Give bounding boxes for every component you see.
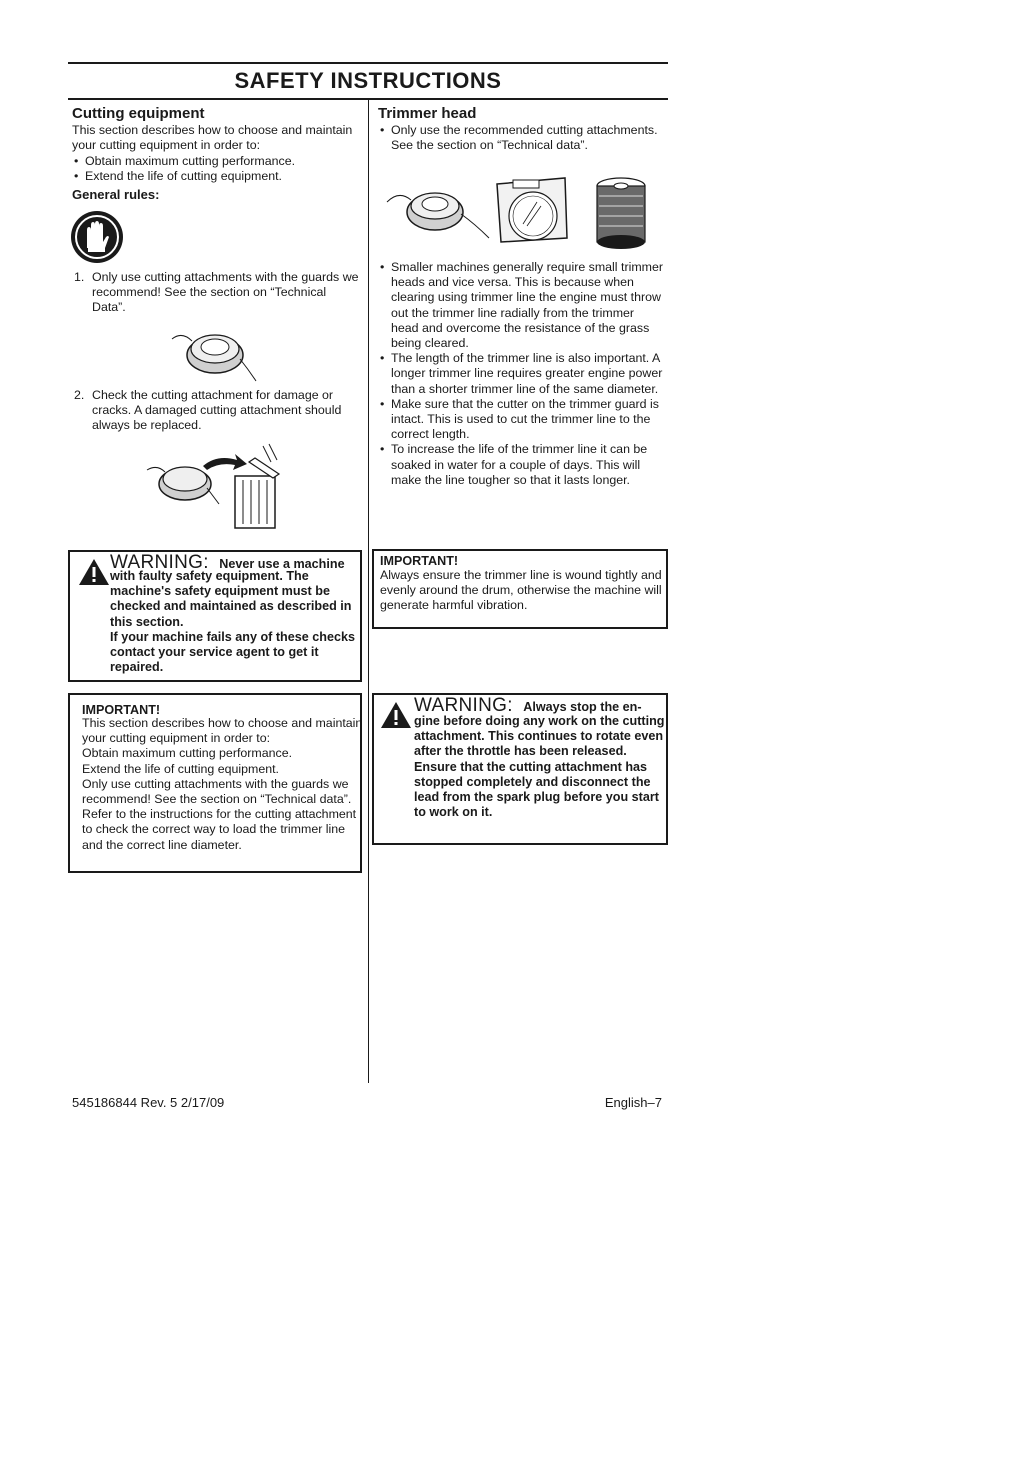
trimmer-head-icon [170, 325, 270, 385]
section-heading-trimmer-head: Trimmer head [378, 105, 477, 122]
gloves-icon [70, 210, 124, 264]
trimmer-bullets [378, 260, 664, 488]
list-item: • Only use the recommended cutting attachments. See the section on “Technical data”. [378, 123, 664, 153]
list-item: • Make sure that the cutter on the trimmer guard is intact. This is used to cut the trimmer line to the correct length. [378, 397, 664, 443]
page-title: SAFETY INSTRUCTIONS [234, 68, 502, 93]
warning-triangle-icon [78, 558, 110, 586]
important-line: Extend the life of cutting equipment. [82, 761, 279, 776]
cutting-intro: This section describes how to choose and maintain your cutting equipment in order to: [72, 123, 353, 153]
trash-bin-icon [145, 440, 295, 532]
important-heading-left: IMPORTANT! [82, 703, 161, 717]
important-text-right: Always ensure the trimmer line is wound tightly and evenly around the drum, otherwise the machine will generate harmful vibration. [380, 568, 662, 613]
warning-text-left-2: If your machine fails any of these checks contact your service agent to get it repaired. [110, 630, 355, 675]
page-number: English–7 [604, 1095, 662, 1110]
list-item: 1. Only use cutting attachments with the guards we recommend! See the section on “Technical Data”. [74, 270, 359, 315]
important-line: This section describes how to choose and maintain your cutting equipment in order to: [82, 716, 363, 746]
warning-text-left: with faulty safety equipment. The machine's safety equipment must be checked and maintained as described in this section. [110, 569, 352, 629]
section-heading-cutting-equipment: Cutting equipment [72, 105, 205, 122]
rules-list-2 [72, 388, 362, 434]
column-divider [368, 100, 369, 1083]
warning-triangle-icon [380, 701, 412, 729]
list-item: • The length of the trimmer line is also important. A longer trimmer line requires greater engine power than a shorter trimmer line of the same diameter. [378, 351, 664, 397]
general-rules-heading: General rules: [72, 187, 160, 202]
warning-box-left [68, 550, 362, 682]
important-box-left [68, 693, 362, 873]
warning-text-right: gine before doing any work on the cutting attachment. This continues to rotate even after the throttle has been released. Ensure that the cutting attachment has stopped completely and disconnect the lead from the spark plug before you start to work on it. [414, 714, 665, 820]
list-item: • Extend the life of cutting equipment. [72, 169, 362, 184]
rules-list-1 [72, 270, 362, 316]
important-text-left [82, 716, 364, 853]
list-item: • Obtain maximum cutting performance. [72, 154, 362, 169]
warning-box-right [372, 693, 668, 845]
list-item: • Smaller machines generally require small trimmer heads and vice versa. This is because when clearing using trimmer line the engine must throw out the trimmer line radially from the trimmer head and overcome the resistance of the grass being cleared. [378, 260, 664, 351]
document-id: 545186844 Rev. 5 2/17/09 [72, 1095, 225, 1110]
trimmer-line-pack-icon [385, 172, 655, 252]
important-line: Refer to the instructions for the cutting attachment to check the correct way to load the trimmer line and the correct line diameter. [82, 807, 357, 852]
list-item: • To increase the life of the trimmer line it can be soaked in water for a couple of days. This will make the line tougher so that it lasts longer. [378, 442, 664, 488]
header-rule-top [68, 62, 668, 64]
trimmer-bullet-1 [378, 123, 664, 153]
warning-heading-left: WARNING: Never use a machine [110, 552, 345, 573]
list-item: 2. Check the cutting attachment for damage or cracks. A damaged cutting attachment should always be replaced. [74, 388, 342, 433]
cutting-bullets [72, 154, 362, 184]
trimmer-line-illustration [385, 172, 655, 252]
warning-heading-right: WARNING: Always stop the en- [414, 695, 642, 716]
important-box-right [372, 549, 668, 629]
important-heading-right: IMPORTANT! [380, 554, 459, 568]
important-line: Obtain maximum cutting performance. [82, 746, 293, 761]
important-line: Only use cutting attachments with the guards we recommend! See the section on “Technical data”. [82, 776, 352, 807]
